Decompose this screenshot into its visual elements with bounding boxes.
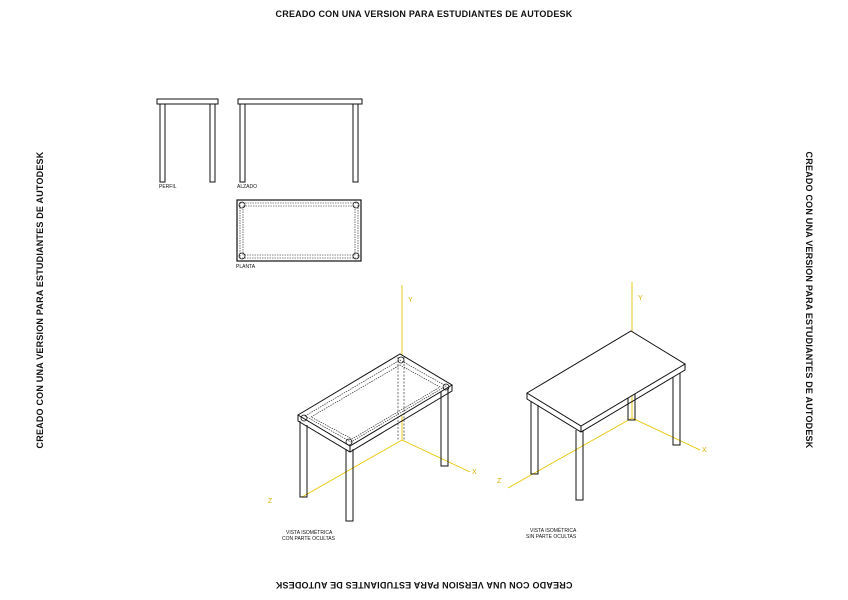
iso-plain-caption-line2: SIN PARTE OCULTAS <box>526 534 577 540</box>
perfil-label: PERFIL <box>159 184 177 190</box>
watermark-left: CREADO CON UNA VERSION PARA ESTUDIANTES DE AUTODESK <box>35 151 45 449</box>
iso-hidden-axis-y: Y <box>408 297 413 304</box>
planta-view <box>237 200 361 261</box>
watermark-bottom: CREADO CON UNA VERSION PARA ESTUDIANTES DE AUTODESK <box>275 580 573 590</box>
iso-plain-axis-z: Z <box>497 478 502 485</box>
iso-plain-axis-x: X <box>702 447 707 454</box>
iso-hidden-axis-z: Z <box>268 498 273 505</box>
iso-hidden-table <box>298 354 452 521</box>
iso-hidden-caption-line1: VISTA ISOMÉTRICA <box>286 530 333 536</box>
iso-plain-caption-line1: VISTA ISOMÉTRICA <box>530 528 577 534</box>
alzado-label: ALZADO <box>237 184 258 190</box>
planta-label: PLANTA <box>236 264 256 270</box>
iso-hidden-caption-line2: CON PARTE OCULTAS <box>282 536 335 542</box>
iso-plain-axis-y: Y <box>638 295 643 302</box>
iso-plain-table <box>527 331 685 500</box>
watermark-top: CREADO CON UNA VERSION PARA ESTUDIANTES DE AUTODESK <box>275 9 573 19</box>
perfil-view <box>157 99 218 182</box>
watermark-right: CREADO CON UNA VERSION PARA ESTUDIANTES DE AUTODESK <box>804 151 814 449</box>
alzado-view <box>238 99 362 182</box>
iso-hidden-axis-x: X <box>472 469 477 476</box>
